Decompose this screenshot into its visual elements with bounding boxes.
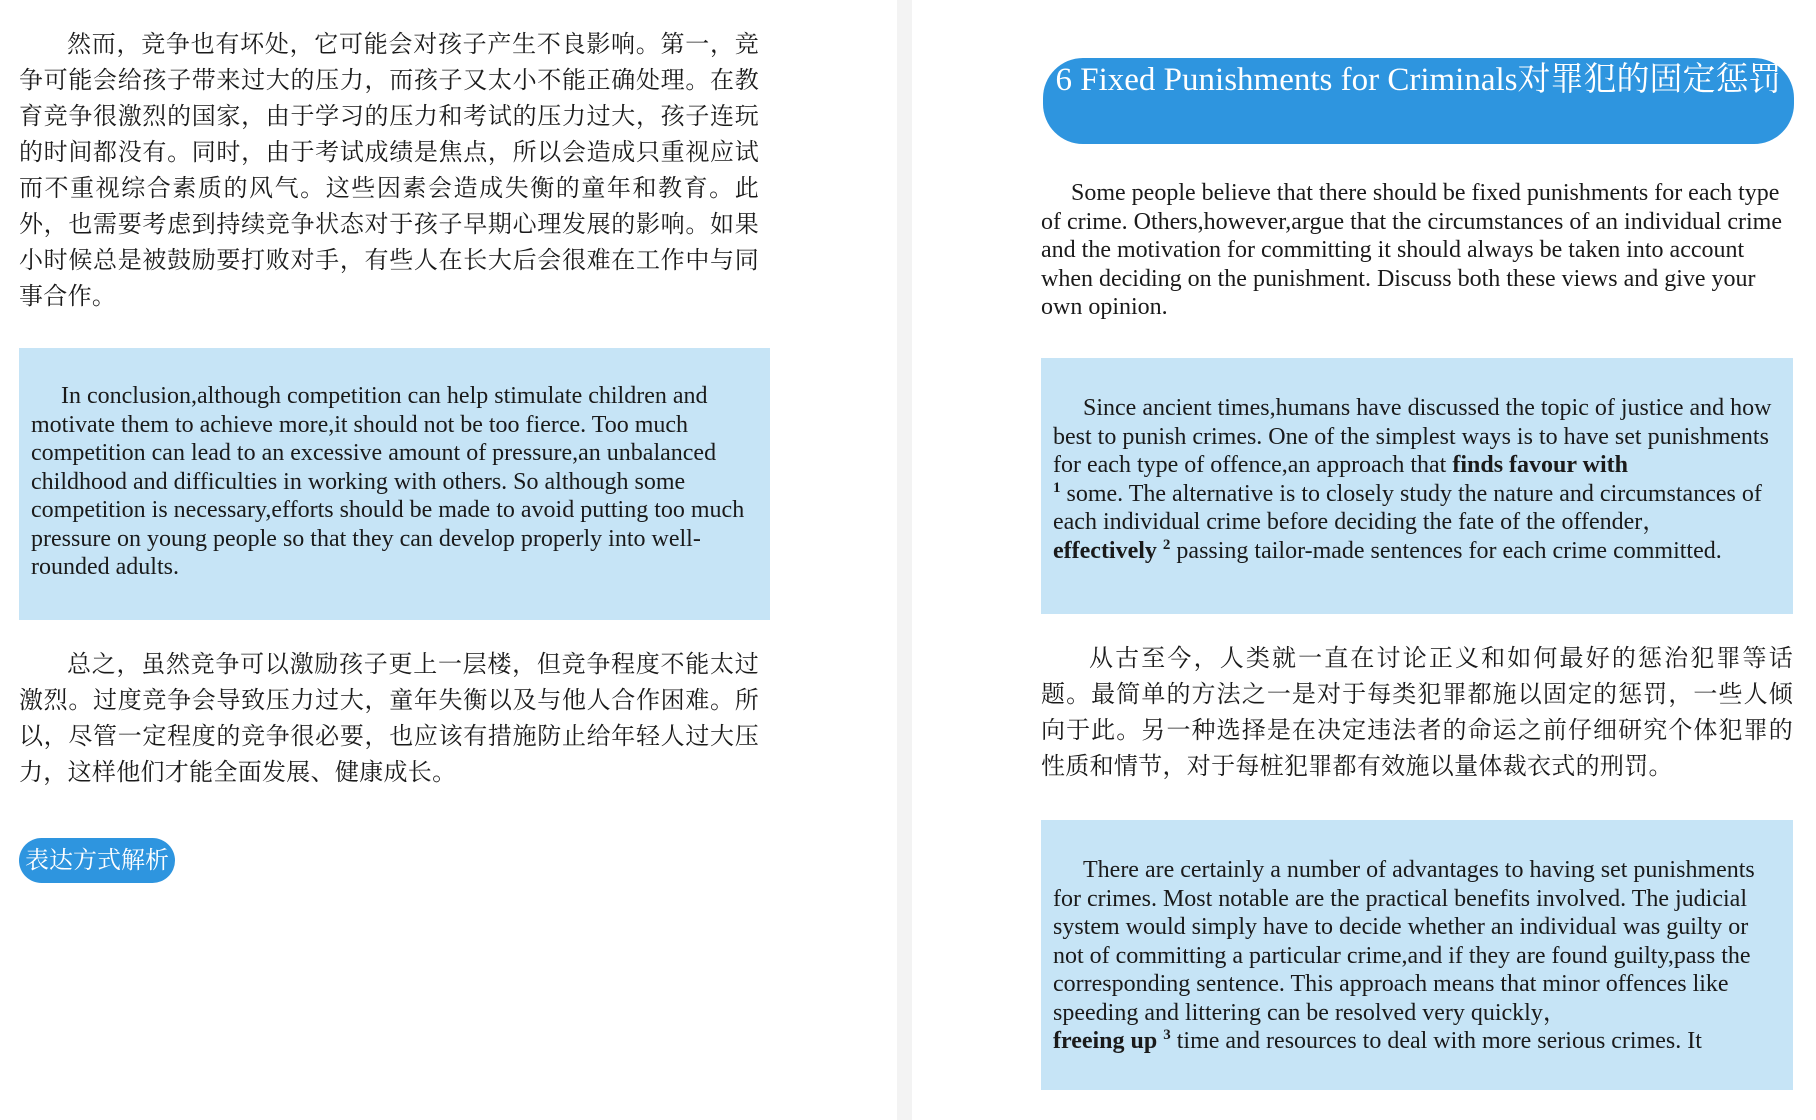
phrase-finds-favour-with[interactable]: finds favour with — [1452, 452, 1628, 478]
chinese-translation-paragraph: 从古至今，人类就一直在讨论正义和如何最好的惩治犯罪等话题。最简单的方法之一是对于每类犯罪都施以固定的惩罚，一些人倾向于此。另一种选择是在决定违法者的命运之前仔细研究个体犯罪的性质和情节，对于每桩犯罪都有效施以量体裁衣式的刑罚。 — [1041, 644, 1793, 780]
essay-prompt: Some people believe that there should be fixed punishments for each type of crime. Others,however,argue that the circumstances of an individual crime and the motivation for committing it should always be taken into account when deciding on the punishment. Discuss both these views and give your own opinion. — [1041, 180, 1782, 320]
paragraph-2-text-b: time and resources to deal with more serious crimes. It — [1176, 1028, 1702, 1054]
section-title-banner: 6 Fixed Punishments for Criminals对罪犯的固定惩罚 — [1043, 58, 1794, 144]
english-conclusion-text: In conclusion,although competition can help stimulate children and motivate them to achieve more,it should not be too fierce. Too much competition can lead to an excessive amount of pressure,an unbalanced childhood and difficulties in working with others. So although some competition is necessary,efforts should be made to avoid putting too much pressure on young people so that they can develop properly into well-rounded adults. — [31, 383, 745, 580]
english-paragraph-box-2 — [1041, 820, 1793, 1090]
expression-analysis-button[interactable]: 表达方式解析 — [19, 838, 175, 883]
paragraph-1-text-a: Since ancient times,humans have discussed the topic of justice and how best to punish crimes. One of the simplest ways is to have set punishments for each type of offence,an approach that — [1053, 395, 1772, 478]
footnote-marker-1[interactable]: 1 — [1053, 479, 1061, 496]
page-gutter — [897, 0, 912, 1120]
english-paragraph-1 — [1053, 394, 1781, 565]
footnote-marker-3[interactable]: 3 — [1163, 1027, 1171, 1043]
english-paragraph-2 — [1053, 856, 1781, 1056]
paragraph-2-text-a: There are certainly a number of advantages to having set punishments for crimes. Most notable are the practical benefits involved. The judicial system would simply have to decide whether an individual was guilty or not of committing a particular crime,and if they are found guilty,pass the corresponding sentence. This approach means that minor offences like speeding and littering can be resolved very quickly， — [1053, 857, 1755, 1026]
footnote-marker-2[interactable]: 2 — [1162, 536, 1171, 553]
paragraph-1-text-c: passing tailor-made sentences for each crime committed. — [1176, 537, 1722, 564]
phrase-effectively[interactable]: effectively — [1053, 537, 1157, 564]
phrase-freeing-up[interactable]: freeing up — [1053, 1028, 1158, 1054]
english-paragraph-box-1 — [1041, 358, 1793, 614]
chinese-conclusion-paragraph: 总之，虽然竞争可以激励孩子更上一层楼，但竞争程度不能太过激烈。过度竞争会导致压力过大，童年失衡以及与他人合作困难。所以，尽管一定程度的竞争很必要，也应该有措施防止给年轻人过大压力，这样他们才能全面发展、健康成长。 — [19, 650, 759, 786]
english-conclusion-box — [19, 348, 770, 620]
chinese-paragraph-top: 然而，竞争也有坏处，它可能会对孩子产生不良影响。第一，竞争可能会给孩子带来过大的压力，而孩子又太小不能正确处理。在教育竞争很激烈的国家，由于学习的压力和考试的压力过大，孩子连玩的时间都没有。同时，由于考试成绩是焦点，所以会造成只重视应试而不重视综合素质的风气。这些因素会造成失衡的童年和教育。此外，也需要考虑到持续竞争状态对于孩子早期心理发展的影响。如果小时候总是被鼓励要打败对手，有些人在长大后会很难在工作中与同事合作。 — [19, 30, 759, 310]
paragraph-1-text-b: some. The alternative is to closely study the nature and circumstances of each individual crime before deciding the fate of the offender， — [1053, 480, 1762, 535]
